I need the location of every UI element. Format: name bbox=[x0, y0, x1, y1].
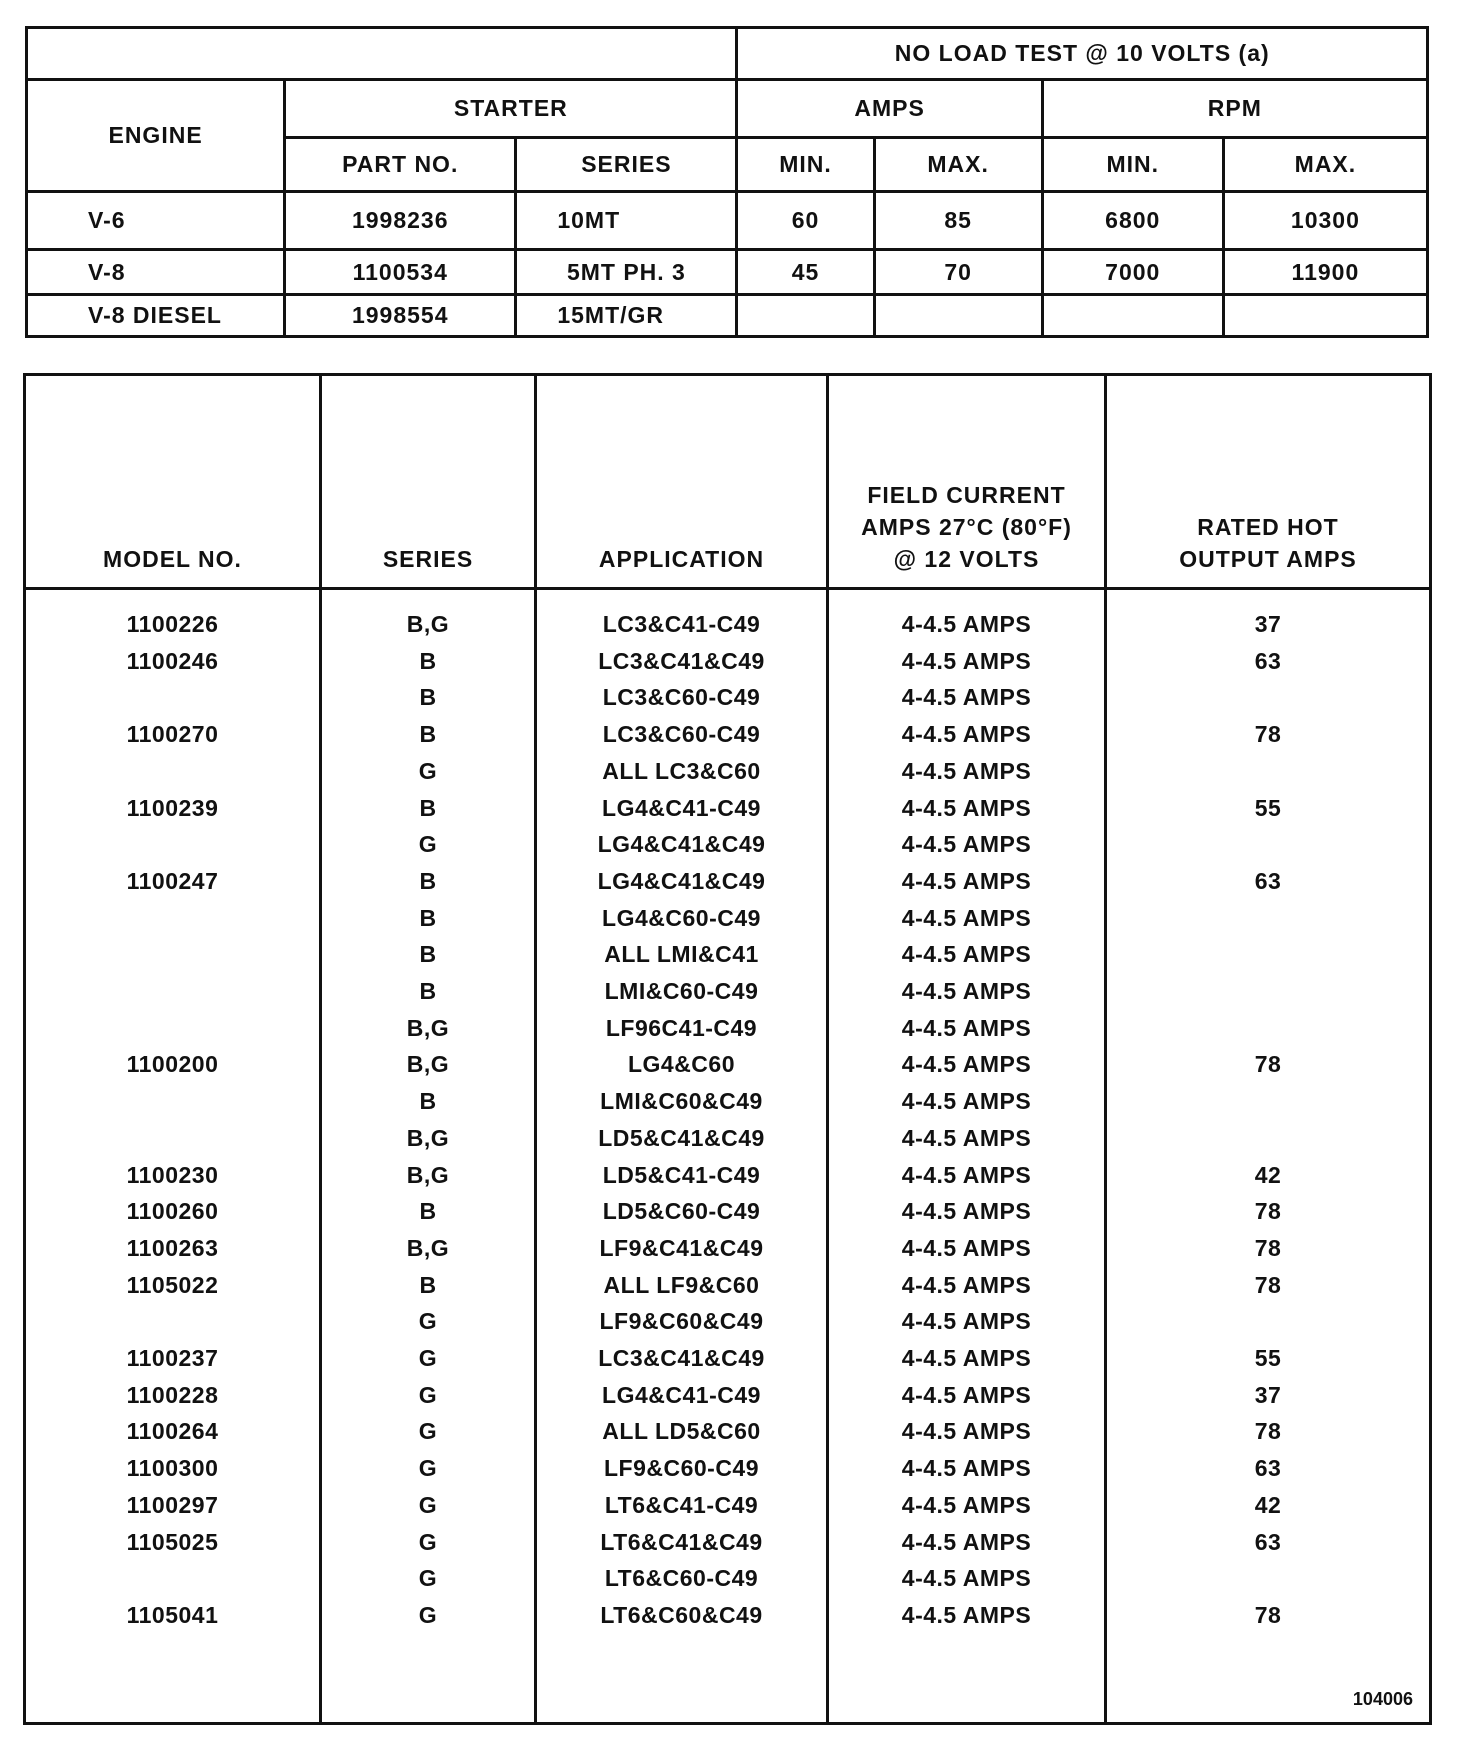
application-cell: LT6&C60-C49 bbox=[604, 1565, 759, 1591]
series-cell: B,G bbox=[406, 611, 450, 637]
rated-output-cell bbox=[1107, 753, 1429, 790]
series-cell: B bbox=[419, 941, 437, 967]
table-row bbox=[26, 643, 1429, 680]
table-row bbox=[26, 790, 1429, 827]
rated-output-cell bbox=[1107, 1560, 1429, 1597]
series-cell: B bbox=[419, 1088, 437, 1114]
rpm-min-cell: 7000 bbox=[1042, 250, 1223, 295]
series-cell: B bbox=[419, 684, 437, 710]
model-no-header: MODEL NO. bbox=[103, 546, 242, 572]
rated-output-cell: 78 bbox=[1254, 1272, 1282, 1298]
series-cell: G bbox=[418, 1602, 438, 1628]
rated-output-cell: 78 bbox=[1254, 1602, 1282, 1628]
starter-row bbox=[27, 192, 1428, 250]
series-cell: 10MT bbox=[516, 192, 737, 250]
table-row bbox=[26, 1413, 1429, 1450]
table-row bbox=[26, 679, 1429, 716]
rated-output-cell: 78 bbox=[1254, 1418, 1282, 1444]
field-current-cell: 4-4.5 AMPS bbox=[901, 758, 1032, 784]
series-cell: 15MT/GR bbox=[516, 295, 737, 337]
table-row bbox=[26, 1377, 1429, 1414]
field-current-cell: 4-4.5 AMPS bbox=[901, 684, 1032, 710]
rpm-max-cell: 11900 bbox=[1223, 250, 1427, 295]
field-current-cell: 4-4.5 AMPS bbox=[901, 1272, 1032, 1298]
table-row bbox=[26, 1230, 1429, 1267]
model-no-cell: 1100230 bbox=[126, 1162, 219, 1188]
series-cell: B,G bbox=[406, 1162, 450, 1188]
application-cell: LT6&C41-C49 bbox=[604, 1492, 759, 1518]
rpm-min-cell bbox=[1042, 295, 1223, 337]
series-cell: G bbox=[418, 1418, 438, 1444]
amps-max-cell bbox=[874, 295, 1042, 337]
series-cell: B bbox=[419, 721, 437, 747]
rpm-min-header: MIN. bbox=[1042, 138, 1223, 192]
series-cell: G bbox=[418, 1308, 438, 1334]
field-current-cell: 4-4.5 AMPS bbox=[901, 611, 1032, 637]
rated-output-cell bbox=[1107, 1083, 1429, 1120]
model-no-cell bbox=[26, 1303, 319, 1340]
rated-hot-output-header: RATED HOT OUTPUT AMPS bbox=[1179, 514, 1357, 572]
table-row bbox=[26, 1083, 1429, 1120]
table-row bbox=[26, 1157, 1429, 1194]
application-cell: LG4&C41-C49 bbox=[602, 795, 761, 821]
table-row bbox=[26, 1046, 1429, 1083]
model-no-cell bbox=[26, 753, 319, 790]
series-cell: B bbox=[419, 1272, 437, 1298]
field-current-cell: 4-4.5 AMPS bbox=[901, 1162, 1032, 1188]
model-no-cell: 1100237 bbox=[126, 1345, 219, 1371]
table-row bbox=[26, 1524, 1429, 1561]
series-cell: 5MT PH. 3 bbox=[516, 250, 737, 295]
amps-max-cell: 70 bbox=[874, 250, 1042, 295]
application-cell: LMI&C60-C49 bbox=[604, 978, 759, 1004]
part-no-cell: 1100534 bbox=[285, 250, 516, 295]
table-row bbox=[26, 1193, 1429, 1230]
table-row bbox=[26, 900, 1429, 937]
engine-cell: V-8 DIESEL bbox=[27, 295, 285, 337]
application-cell: LF9&C60&C49 bbox=[599, 1308, 764, 1334]
rated-output-cell: 55 bbox=[1254, 1345, 1282, 1371]
part-no-header: PART NO. bbox=[285, 138, 516, 192]
rated-output-cell: 63 bbox=[1254, 1529, 1282, 1555]
field-current-cell: 4-4.5 AMPS bbox=[901, 1235, 1032, 1261]
series-cell: G bbox=[418, 1529, 438, 1555]
table-row bbox=[26, 606, 1429, 643]
rated-output-cell: 78 bbox=[1254, 1051, 1282, 1077]
field-current-cell: 4-4.5 AMPS bbox=[901, 1198, 1032, 1224]
blank-header-cell bbox=[27, 28, 737, 80]
model-no-cell bbox=[26, 973, 319, 1010]
table-row bbox=[26, 1267, 1429, 1304]
series-cell: G bbox=[418, 831, 438, 857]
series-header: SERIES bbox=[382, 546, 474, 572]
model-no-cell bbox=[26, 1560, 319, 1597]
rpm-max-cell: 10300 bbox=[1223, 192, 1427, 250]
model-no-cell bbox=[26, 679, 319, 716]
rated-output-cell: 78 bbox=[1254, 1198, 1282, 1224]
model-no-cell bbox=[26, 900, 319, 937]
rated-output-cell: 78 bbox=[1254, 721, 1282, 747]
rated-output-cell: 42 bbox=[1254, 1492, 1282, 1518]
application-cell: ALL LF9&C60 bbox=[603, 1272, 760, 1298]
application-header: APPLICATION bbox=[598, 546, 765, 572]
field-current-cell: 4-4.5 AMPS bbox=[901, 1455, 1032, 1481]
table-row bbox=[26, 753, 1429, 790]
rated-output-cell: 78 bbox=[1254, 1235, 1282, 1261]
amps-max-header: MAX. bbox=[874, 138, 1042, 192]
field-current-cell: 4-4.5 AMPS bbox=[901, 868, 1032, 894]
application-cell: LC3&C41&C49 bbox=[598, 1345, 765, 1371]
model-no-cell: 1100200 bbox=[126, 1051, 219, 1077]
no-load-test-header: NO LOAD TEST @ 10 VOLTS (a) bbox=[737, 28, 1428, 80]
field-current-cell: 4-4.5 AMPS bbox=[901, 1382, 1032, 1408]
rated-output-cell bbox=[1107, 936, 1429, 973]
model-no-cell: 1100264 bbox=[126, 1418, 219, 1444]
engine-header: ENGINE bbox=[27, 80, 285, 192]
table-row bbox=[26, 1450, 1429, 1487]
table-row bbox=[26, 936, 1429, 973]
field-current-cell: 4-4.5 AMPS bbox=[901, 795, 1032, 821]
application-cell: LC3&C60-C49 bbox=[602, 721, 761, 747]
field-current-cell: 4-4.5 AMPS bbox=[901, 721, 1032, 747]
table-row bbox=[26, 973, 1429, 1010]
model-no-cell: 1100260 bbox=[126, 1198, 219, 1224]
application-cell: LT6&C60&C49 bbox=[600, 1602, 763, 1628]
rpm-max-header: MAX. bbox=[1223, 138, 1427, 192]
series-header: SERIES bbox=[516, 138, 737, 192]
application-cell: LF9&C60-C49 bbox=[603, 1455, 760, 1481]
application-cell: LF96C41-C49 bbox=[605, 1015, 758, 1041]
series-cell: B bbox=[419, 795, 437, 821]
model-no-cell bbox=[26, 1120, 319, 1157]
rated-output-cell: 63 bbox=[1254, 648, 1282, 674]
table-row bbox=[26, 1010, 1429, 1047]
series-cell: G bbox=[418, 1455, 438, 1481]
rated-output-cell: 55 bbox=[1254, 795, 1282, 821]
starter-header: STARTER bbox=[285, 80, 737, 138]
model-no-cell bbox=[26, 1010, 319, 1047]
rated-output-cell: 37 bbox=[1254, 1382, 1282, 1408]
field-current-cell: 4-4.5 AMPS bbox=[901, 905, 1032, 931]
series-cell: B,G bbox=[406, 1051, 450, 1077]
model-no-cell: 1100300 bbox=[126, 1455, 219, 1481]
field-current-cell: 4-4.5 AMPS bbox=[901, 1125, 1032, 1151]
field-current-cell: 4-4.5 AMPS bbox=[901, 1345, 1032, 1371]
application-cell: LD5&C41&C49 bbox=[598, 1125, 765, 1151]
application-cell: LG4&C60-C49 bbox=[602, 905, 761, 931]
generator-spec-table bbox=[23, 373, 1432, 1725]
model-no-cell: 1105041 bbox=[126, 1602, 219, 1628]
series-cell: G bbox=[418, 1345, 438, 1371]
application-cell: ALL LD5&C60 bbox=[602, 1418, 761, 1444]
amps-min-cell: 45 bbox=[737, 250, 874, 295]
application-cell: LG4&C41&C49 bbox=[597, 868, 766, 894]
application-cell: LG4&C41-C49 bbox=[602, 1382, 761, 1408]
field-current-cell: 4-4.5 AMPS bbox=[901, 1051, 1032, 1077]
model-no-cell bbox=[26, 936, 319, 973]
field-current-cell: 4-4.5 AMPS bbox=[901, 1418, 1032, 1444]
field-current-cell: 4-4.5 AMPS bbox=[901, 978, 1032, 1004]
field-current-cell: 4-4.5 AMPS bbox=[901, 1492, 1032, 1518]
table-row bbox=[26, 716, 1429, 753]
application-cell: LC3&C41&C49 bbox=[598, 648, 765, 674]
model-no-cell: 1100226 bbox=[126, 611, 219, 637]
amps-min-cell bbox=[737, 295, 874, 337]
model-no-cell: 1100246 bbox=[126, 648, 219, 674]
series-cell: G bbox=[418, 1565, 438, 1591]
series-cell: G bbox=[418, 1382, 438, 1408]
series-cell: B bbox=[419, 978, 437, 1004]
table-row bbox=[26, 863, 1429, 900]
field-current-header: FIELD CURRENT AMPS 27°C (80°F) @ 12 VOLTS bbox=[861, 482, 1072, 572]
series-cell: B bbox=[419, 1198, 437, 1224]
rated-output-cell bbox=[1107, 973, 1429, 1010]
table-row bbox=[26, 1340, 1429, 1377]
starter-row bbox=[27, 250, 1428, 295]
rated-output-cell bbox=[1107, 1303, 1429, 1340]
field-current-cell: 4-4.5 AMPS bbox=[901, 1015, 1032, 1041]
series-cell: G bbox=[418, 1492, 438, 1518]
part-no-cell: 1998236 bbox=[285, 192, 516, 250]
engine-cell: V-6 bbox=[27, 192, 285, 250]
table-row bbox=[26, 1560, 1429, 1597]
application-cell: ALL LMI&C41 bbox=[604, 941, 759, 967]
rated-output-cell: 63 bbox=[1254, 1455, 1282, 1481]
rated-output-cell bbox=[1107, 679, 1429, 716]
table-row bbox=[26, 1597, 1429, 1634]
application-cell: LF9&C41&C49 bbox=[599, 1235, 764, 1261]
rated-output-cell: 42 bbox=[1254, 1162, 1282, 1188]
model-no-cell: 1100270 bbox=[126, 721, 219, 747]
table-row bbox=[26, 1120, 1429, 1157]
amps-min-cell: 60 bbox=[737, 192, 874, 250]
rpm-min-cell: 6800 bbox=[1042, 192, 1223, 250]
rated-output-cell: 63 bbox=[1254, 868, 1282, 894]
engine-cell: V-8 bbox=[27, 250, 285, 295]
part-no-cell: 1998554 bbox=[285, 295, 516, 337]
amps-max-cell: 85 bbox=[874, 192, 1042, 250]
model-no-cell bbox=[26, 826, 319, 863]
table-row bbox=[26, 826, 1429, 863]
model-no-cell: 1100239 bbox=[126, 795, 219, 821]
rpm-max-cell bbox=[1223, 295, 1427, 337]
header-divider bbox=[26, 587, 1429, 590]
series-cell: B bbox=[419, 905, 437, 931]
application-cell: LG4&C41&C49 bbox=[597, 831, 766, 857]
field-current-cell: 4-4.5 AMPS bbox=[901, 648, 1032, 674]
application-cell: ALL LC3&C60 bbox=[602, 758, 761, 784]
table-row bbox=[26, 1487, 1429, 1524]
amps-min-header: MIN. bbox=[737, 138, 874, 192]
series-cell: B,G bbox=[406, 1015, 450, 1041]
model-no-cell: 1100297 bbox=[126, 1492, 219, 1518]
starter-row bbox=[27, 295, 1428, 337]
model-no-cell: 1100263 bbox=[126, 1235, 219, 1261]
model-no-cell: 1105022 bbox=[126, 1272, 219, 1298]
rated-output-cell bbox=[1107, 1120, 1429, 1157]
series-cell: B bbox=[419, 648, 437, 674]
series-cell: B,G bbox=[406, 1235, 450, 1261]
field-current-cell: 4-4.5 AMPS bbox=[901, 1602, 1032, 1628]
field-current-cell: 4-4.5 AMPS bbox=[901, 1529, 1032, 1555]
field-current-cell: 4-4.5 AMPS bbox=[901, 1565, 1032, 1591]
amps-header: AMPS bbox=[737, 80, 1042, 138]
application-cell: LMI&C60&C49 bbox=[600, 1088, 763, 1114]
series-cell: B,G bbox=[406, 1125, 450, 1151]
application-cell: LC3&C41-C49 bbox=[602, 611, 761, 637]
application-cell: LT6&C41&C49 bbox=[600, 1529, 763, 1555]
model-no-cell: 1100228 bbox=[126, 1382, 219, 1408]
field-current-cell: 4-4.5 AMPS bbox=[901, 1088, 1032, 1114]
application-cell: LC3&C60-C49 bbox=[602, 684, 761, 710]
table-row bbox=[26, 1303, 1429, 1340]
rated-output-cell bbox=[1107, 900, 1429, 937]
rpm-header: RPM bbox=[1042, 80, 1427, 138]
rated-output-cell bbox=[1107, 826, 1429, 863]
series-cell: G bbox=[418, 758, 438, 784]
application-cell: LG4&C60 bbox=[627, 1051, 736, 1077]
rated-output-cell: 37 bbox=[1254, 611, 1282, 637]
rated-output-cell bbox=[1107, 1010, 1429, 1047]
application-cell: LD5&C60-C49 bbox=[602, 1198, 761, 1224]
application-cell: LD5&C41-C49 bbox=[602, 1162, 761, 1188]
model-no-cell: 1100247 bbox=[126, 868, 219, 894]
field-current-cell: 4-4.5 AMPS bbox=[901, 1308, 1032, 1334]
starter-spec-table bbox=[25, 26, 1429, 338]
field-current-cell: 4-4.5 AMPS bbox=[901, 831, 1032, 857]
field-current-cell: 4-4.5 AMPS bbox=[901, 941, 1032, 967]
figure-id: 104006 bbox=[1352, 1689, 1413, 1709]
series-cell: B bbox=[419, 868, 437, 894]
model-no-cell: 1105025 bbox=[126, 1529, 219, 1555]
model-no-cell bbox=[26, 1083, 319, 1120]
